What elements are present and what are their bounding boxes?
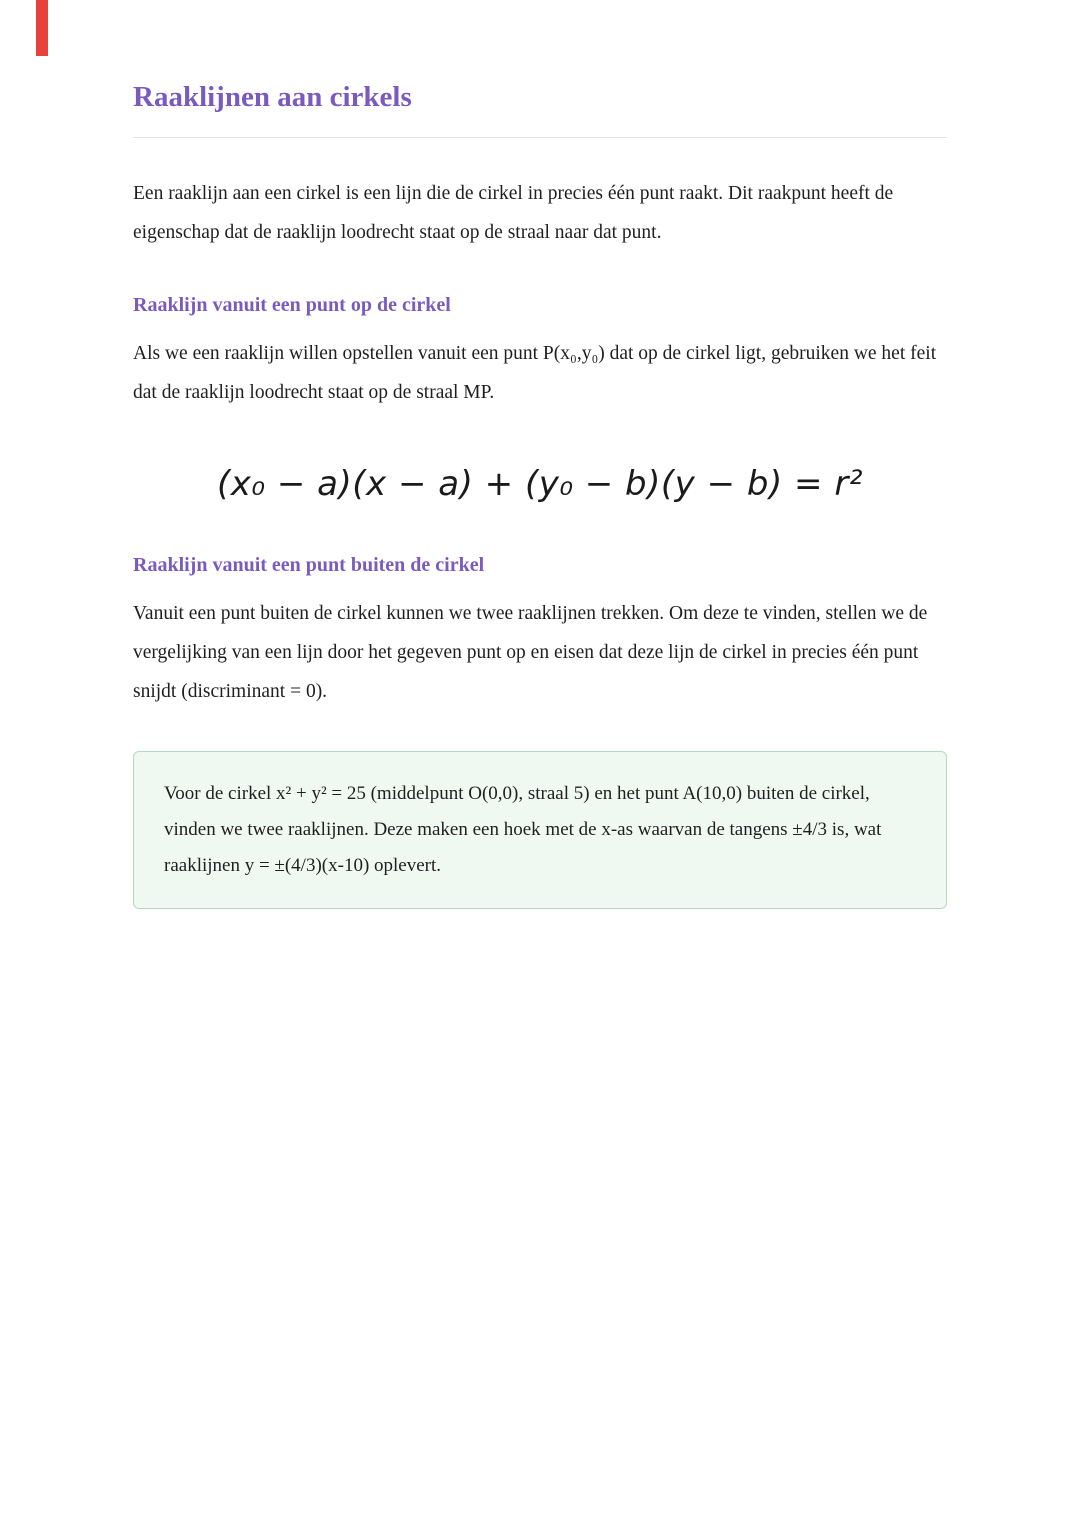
- section-heading-point-on-circle: Raaklijn vanuit een punt op de cirkel: [133, 293, 451, 316]
- page-title: Raaklijnen aan cirkels: [133, 81, 412, 113]
- section-body-point-outside-circle: Vanuit een punt buiten de cirkel kunnen we twee raaklijnen trekken. Om deze te vinden, stellen we de vergelijking van een lijn door het gegeven punt op en eisen dat deze lijn de cirkel in precies één punt snijdt (discriminant = 0).: [133, 602, 928, 702]
- intro-paragraph: Een raaklijn aan een cirkel is een lijn die de cirkel in precies één punt raakt. Dit raakpunt heeft de eigenschap dat de raaklijn loodrecht staat op de straal naar dat punt.: [133, 182, 894, 243]
- example-callout-text: Voor de cirkel x² + y² = 25 (middelpunt O(0,0), straal 5) en het punt A(10,0) buiten de cirkel, vinden we twee raaklijnen. Deze maken een hoek met de x-as waarvan de tangens ±4/3 is, wat raaklijnen y = ±(4/3)(x-10) oplevert.: [164, 782, 882, 876]
- corner-ribbon: [36, 0, 48, 56]
- tangent-line-formula: (x₀ − a)(x − a) + (y₀ − b)(y − b) = r²: [217, 463, 863, 504]
- section-heading-point-outside-circle: Raaklijn vanuit een punt buiten de cirkel: [133, 553, 485, 576]
- title-divider: [133, 137, 947, 138]
- section-body-point-on-circle: Als we een raaklijn willen opstellen vanuit een punt P(x₀,y₀) dat op de cirkel ligt, gebruiken we het feit dat de raaklijn loodrecht staat op de straal MP.: [133, 342, 937, 403]
- example-callout: [133, 751, 947, 909]
